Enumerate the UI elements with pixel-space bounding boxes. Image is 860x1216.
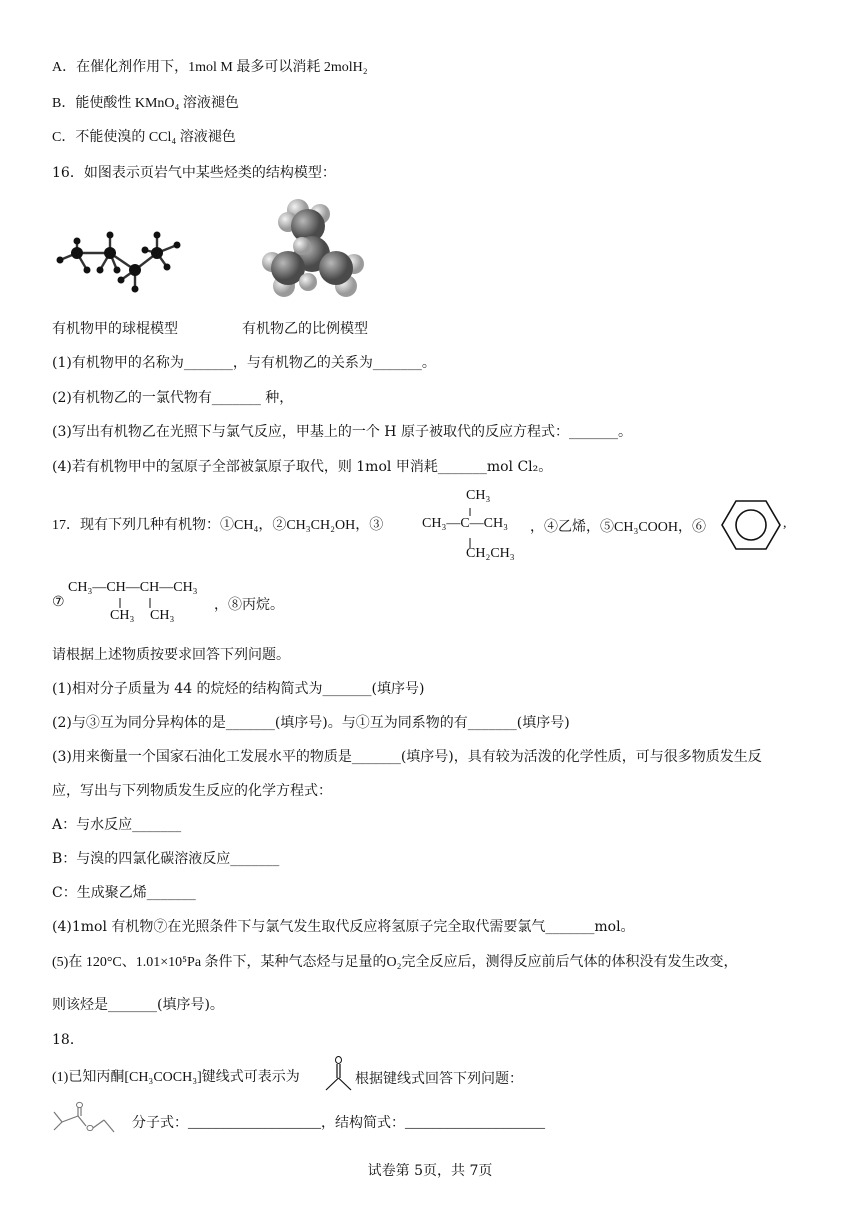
struct3-main: CH₃—C—CH₃ — [422, 516, 508, 531]
q17-stem: 17．现有下列几种有机物：①CH₄，②CH₃CH₂OH，③ — [52, 518, 384, 533]
option-a: A．在催化剂作用下，1mol M 最多可以消耗 2molH₂ — [52, 60, 368, 75]
acetone-skeletal-formula-icon — [322, 1054, 352, 1094]
q18-part1a: (1)已知丙酮[CH₃COCH₃]键线式可表示为 — [52, 1070, 300, 1085]
struct7-main: CH₃—CH—CH—CH₃ — [68, 580, 198, 595]
q16-stem: 16．如图表示页岩气中某些烃类的结构模型： — [52, 165, 336, 181]
q17-stem-mid: ，④乙烯，⑤CH₃COOH，⑥ — [530, 520, 706, 535]
q18-number: 18． — [52, 1032, 84, 1048]
q16-part2: (2)有机物乙的一氯代物有_______ 种， — [52, 390, 294, 406]
struct7-sub2: CH₃ — [150, 608, 175, 623]
struct7-sub1: CH₃ — [110, 608, 135, 623]
q16-part3: (3)写出有机物乙在光照下与氯气反应，甲基上的一个 H 原子被取代的反应方程式：_______。 — [52, 424, 632, 440]
q17-part5a: (5)在 120°C、1.01×10⁵Pa 条件下，某种气态烃与足量的O₂完全反应后，测得反应前后气体的体积没有发生改变， — [52, 955, 738, 970]
space-filling-model-image — [258, 198, 368, 303]
caption-space-filling: 有机物乙的比例模型 — [242, 321, 368, 337]
q18-part2: 分子式：___________________，结构简式：____________________ — [132, 1116, 545, 1131]
q17-part-b: B：与溴的四氯化碳溶液反应_______ — [52, 851, 280, 867]
option-c: C．不能使溴的 CCl₄ 溶液褪色 — [52, 130, 236, 145]
benzene-ring-icon — [720, 498, 782, 552]
ester-skeletal-formula-icon — [52, 1102, 132, 1136]
q17-intro: 请根据上述物质按要求回答下列问题。 — [52, 647, 290, 663]
q17-part4: (4)1mol 有机物⑦在光照条件下与氯气发生取代反应将氢原子完全取代需要氯气_______mol。 — [52, 919, 635, 935]
struct3-bottom: CH₂CH₃ — [466, 546, 515, 561]
q17-part3b: 应，写出与下列物质发生反应的化学方程式： — [52, 783, 332, 799]
q18-part1b: 根据键线式回答下列问题： — [355, 1072, 523, 1087]
q16-part4: (4)若有机物甲中的氢原子全部被氯原子取代，则 1mol 甲消耗_______mol Cl₂。 — [52, 459, 553, 475]
q17-part5b: 则该烃是_______(填序号)。 — [52, 997, 224, 1013]
q16-part1: (1)有机物甲的名称为_______，与有机物乙的关系为_______。 — [52, 355, 436, 371]
page-footer: 试卷第 5页，共 7页 — [367, 1163, 493, 1179]
q17-part-a: A：与水反应_______ — [52, 817, 182, 833]
q17-part3a: (3)用来衡量一个国家石油化工发展水平的物质是_______(填序号)，具有较为活泼的化学性质，可与很多物质发生反 — [52, 749, 762, 765]
q17-part2: (2)与③互为同分异构体的是_______(填序号)。与①互为同系物的有_______(填序号) — [52, 715, 570, 731]
struct3-bonds — [465, 506, 475, 550]
struct7-label: ⑦ — [52, 595, 65, 610]
caption-ball-stick: 有机物甲的球棍模型 — [52, 321, 178, 337]
item8: ，⑧丙烷。 — [214, 598, 284, 613]
struct3-top: CH₃ — [466, 488, 491, 503]
ball-stick-model-image — [55, 225, 195, 305]
option-b: B．能使酸性 KMnO₄ 溶液褪色 — [52, 96, 239, 111]
q17-part1: (1)相对分子质量为 44 的烷烃的结构简式为_______(填序号) — [52, 681, 425, 697]
q17-part-c: C：生成聚乙烯_______ — [52, 885, 196, 901]
